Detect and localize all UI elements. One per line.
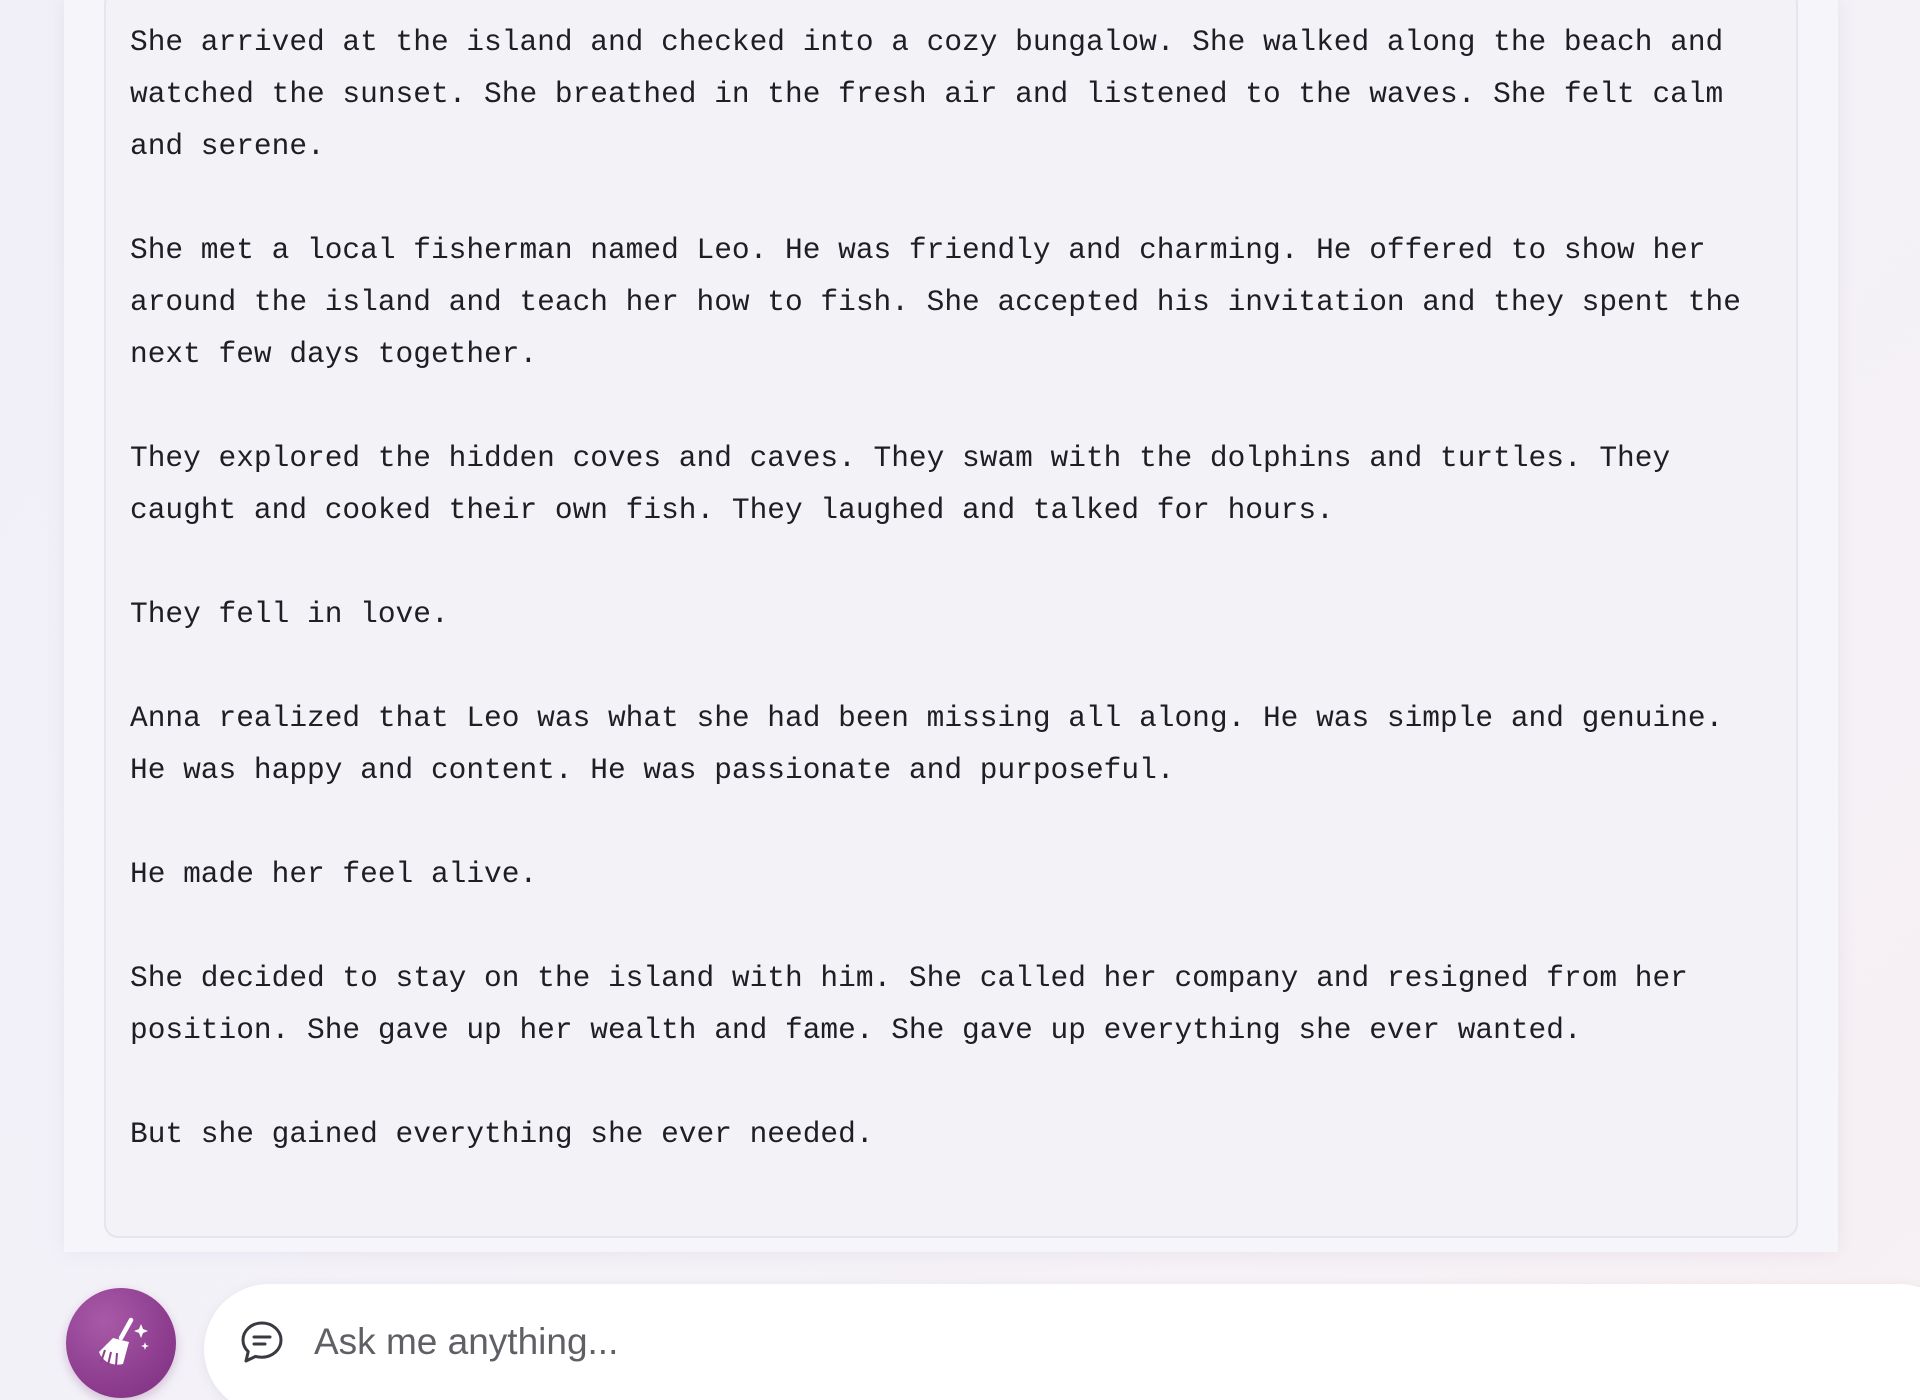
story-paragraph: They explored the hidden coves and caves. They swam with the dolphins and turtles. They caught and cooked their own fish. They laughed and talked for hours.	[130, 441, 1671, 527]
story-paragraph: They fell in love.	[130, 597, 449, 631]
story-response-card	[104, 0, 1798, 1238]
story-paragraph: Anna realized that Leo was what she had been missing all along. He was simple and genuine. He was happy and content. He was passionate and purposeful.	[130, 701, 1724, 787]
story-paragraph: She arrived at the island and checked into a cozy bungalow. She walked along the beach and watched the sunset. She breathed in the fresh air and listened to the waves. She felt calm and serene.	[130, 25, 1724, 163]
ask-input[interactable]	[314, 1314, 1414, 1370]
new-topic-button[interactable]	[66, 1288, 176, 1398]
story-paragraph: She decided to stay on the island with him. She called her company and resigned from her position. She gave up her wealth and fame. She gave up everything she ever wanted.	[130, 961, 1688, 1047]
chat-bubble-icon	[238, 1318, 286, 1366]
broom-sparkle-icon	[91, 1312, 153, 1374]
story-paragraph: He made her feel alive.	[130, 857, 538, 891]
composer-bar	[0, 1252, 1920, 1400]
story-paragraph: She met a local fisherman named Leo. He was friendly and charming. He offered to show her around the island and teach her how to fish. She accepted his invitation and they spent the next few days together.	[130, 233, 1741, 371]
story-paragraph: But she gained everything she ever needed.	[130, 1117, 874, 1151]
